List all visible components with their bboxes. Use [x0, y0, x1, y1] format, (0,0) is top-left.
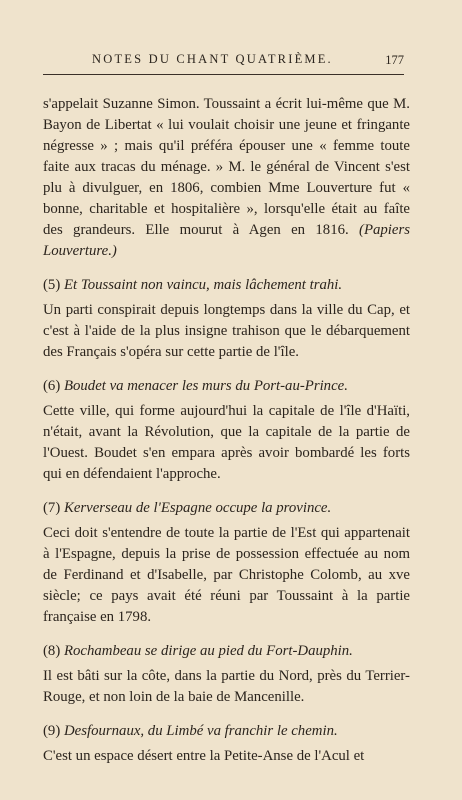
header-rule	[43, 74, 404, 75]
note-number: (5)	[43, 277, 61, 293]
note-heading	[43, 641, 410, 662]
intro-text: s'appelait Suzanne Simon. Toussaint a écrit lui-même que M. Bayon de Libertat « lui voulait choisir une jeune et fringante négresse » ; mais qu'il préféra épouser une « femme toute faite aux tracas du ménage. » M. le général de Vincent s'est plu à divulguer, en 1806, combien Mme Louverture fut « bonne, charitable et hospitalière », lorsqu'elle était au faîte des grandeurs. Elle mourut à Agen en 1816.	[43, 96, 410, 238]
running-title: NOTES DU CHANT QUATRIÈME.	[92, 52, 333, 66]
page-header	[60, 52, 404, 76]
note-text: Un parti conspirait depuis longtemps dans la ville du Cap, et c'est à l'aide de la plus insigne trahison que le débarquement des Français s'opéra sur cette partie de l'île.	[43, 302, 410, 360]
note-heading	[43, 376, 410, 397]
note-title: Boudet va menacer les murs du Port-au-Prince.	[63, 378, 348, 394]
note-title: Et Toussaint non vaincu, mais lâchement trahi.	[63, 277, 343, 293]
note-text: C'est un espace désert entre la Petite-Anse de l'Acul et	[43, 748, 365, 764]
note-title: Desfournaux, du Limbé va franchir le chemin.	[63, 723, 338, 739]
note-title: Kerverseau de l'Espagne occupe la province.	[63, 500, 332, 516]
note-text: Ceci doit s'entendre de toute la partie de l'Est qui appartenait à l'Espagne, depuis la prise de possession effectuée au nom de Ferdinand et d'Isabelle, par Christophe Colomb, au xve siècle; ce pays avait été réuni par Toussaint à la partie française en 1798.	[43, 525, 410, 625]
note-heading	[43, 498, 410, 519]
note-number: (9)	[43, 723, 61, 739]
page-number: 177	[385, 53, 404, 67]
note-heading	[43, 721, 410, 742]
note-number: (6)	[43, 378, 61, 394]
note-title: Rochambeau se dirige au pied du Fort-Dauphin.	[63, 643, 353, 659]
note-number: (7)	[43, 500, 61, 516]
note-number: (8)	[43, 643, 61, 659]
note-text: Cette ville, qui forme aujourd'hui la capitale de l'île d'Haïti, n'était, avant la Révolution, que la capitale de la partie de l'Ouest. Boudet s'en empara après avoir bombardé les forts qui en défendaient l'approche.	[43, 403, 410, 482]
note-heading	[43, 275, 410, 296]
page-body	[43, 94, 410, 767]
intro-source: (Papiers Louverture.)	[43, 222, 410, 259]
intro-paragraph	[43, 94, 410, 262]
note-text: Il est bâti sur la côte, dans la partie du Nord, près du Terrier-Rouge, et non loin de la baie de Mancenille.	[43, 668, 410, 705]
